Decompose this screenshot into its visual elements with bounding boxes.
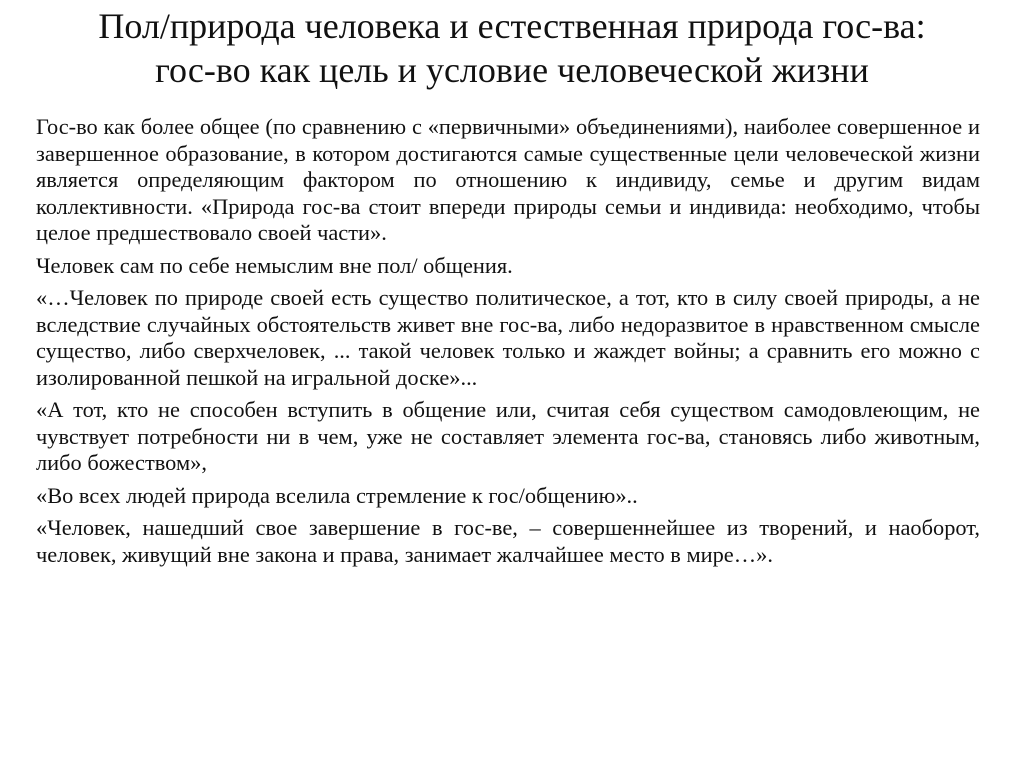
slide-title-line-2: гос-во как цель и условие человеческой жизни [155, 50, 869, 90]
slide-title [20, 4, 1004, 92]
slide-title-line-1: Пол/природа человека и естественная природа гос-ва: [98, 6, 926, 46]
paragraph-human-outside-community: Человек сам по себе немыслим вне пол/ общения. [36, 252, 513, 278]
paragraph-nature-impulse-quote: «Во всех людей природа вселила стремление к гос/общению».. [36, 482, 638, 508]
paragraph-state-definition: Гос-во как более общее (по сравнению с «первичными» объединениями), наиболее совершенное и завершенное образование, в котором достигаются самые существенные цели человеческой жизни является определяющим фактором по отношению к индивиду, семье и другим видам коллективности. «Природа гос-ва стоит впереди природы семьи и индивида: необходимо, чтобы целое предшествовало своей части». [36, 114, 980, 245]
paragraph-completion-quote: «Человек, нашедший свое завершение в гос-ве, – совершеннейшее из творений, и наоборот, человек, живущий вне закона и права, занимает жалчайшее место в мире…». [36, 515, 980, 567]
paragraph-self-sufficient-quote: «А тот, кто не способен вступить в общение или, считая себя существом самодовлеющим, не чувствует потребности ни в чем, уже не составляет элемента гос-ва, становясь либо животным, либо божеством», [36, 397, 980, 475]
slide-body [36, 114, 980, 574]
paragraph-political-animal-quote: «…Человек по природе своей есть существо политическое, а тот, кто в силу своей природы, а не вследствие случайных обстоятельств живет вне гос-ва, либо недоразвитое в нравственном смысле существо, либо сверхчеловек, ... такой человек только и жаждет войны; а сравнить его можно с изолированной пешкой на игральной доске»... [36, 285, 980, 390]
